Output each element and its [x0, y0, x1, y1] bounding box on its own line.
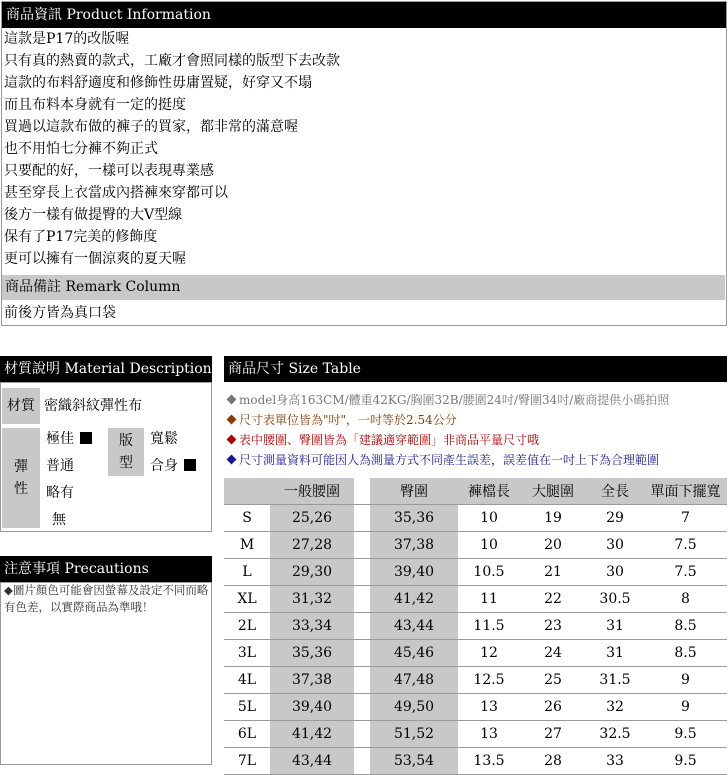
table-cell: 39,40	[370, 559, 458, 586]
size-note-error: 尺寸測量資料可能因人為測量方式不同產生誤差，誤差值在一吋上下為合理範圍	[228, 450, 659, 470]
table-cell: 45,46	[370, 640, 458, 667]
elasticity-option-normal: 普通	[46, 458, 74, 474]
table-cell	[354, 586, 370, 613]
table-cell: 8.5	[644, 640, 727, 667]
table-cell: 9	[644, 694, 727, 721]
col-header-rise: 褲檔長	[458, 478, 520, 505]
size-table	[224, 478, 727, 775]
table-cell: 35,36	[370, 505, 458, 532]
table-cell: 53,54	[370, 748, 458, 775]
diamond-bullet-icon	[227, 395, 237, 405]
table-cell: 37,38	[270, 667, 354, 694]
table-cell: 19	[520, 505, 586, 532]
table-cell: 9.5	[644, 721, 727, 748]
size-label-cell: L	[224, 559, 270, 586]
product-info-line: 而且布料本身就有一定的挺度	[4, 97, 186, 113]
table-row	[224, 559, 727, 586]
table-cell	[354, 667, 370, 694]
size-label-cell: 6L	[224, 721, 270, 748]
material-header: 材質說明 Material Description	[0, 356, 212, 382]
table-cell: 33	[586, 748, 644, 775]
table-cell: 43,44	[370, 613, 458, 640]
table-cell: 8.5	[644, 613, 727, 640]
table-cell: 23	[520, 613, 586, 640]
table-cell: 26	[520, 694, 586, 721]
material-value: 密織斜紋彈性布	[44, 398, 142, 414]
product-info-line: 這款是P17的改版喔	[4, 31, 130, 47]
table-cell: 10.5	[458, 559, 520, 586]
table-cell: 31,32	[270, 586, 354, 613]
elasticity-label: 彈 性	[2, 428, 40, 528]
table-cell: 33,34	[270, 613, 354, 640]
table-cell	[354, 640, 370, 667]
table-cell: 39,40	[270, 694, 354, 721]
col-header-waist: 一般腰圍	[270, 478, 354, 505]
fit-label: 版 型	[108, 428, 144, 476]
table-cell: 7	[644, 505, 727, 532]
table-row	[224, 694, 727, 721]
table-cell: 10	[458, 532, 520, 559]
table-cell: 29,30	[270, 559, 354, 586]
elasticity-option-excellent: 極佳	[46, 428, 92, 450]
diamond-bullet-icon	[227, 455, 237, 465]
size-label-cell: M	[224, 532, 270, 559]
elasticity-option-slight: 略有	[46, 485, 74, 501]
size-label-cell: 7L	[224, 748, 270, 775]
precautions-text: ◆圖片顏色可能會因螢幕及設定不同而略有色差，以實際商品為準哦！	[4, 583, 209, 614]
table-cell: 13	[458, 721, 520, 748]
table-cell: 51,52	[370, 721, 458, 748]
size-label-cell: 5L	[224, 694, 270, 721]
col-header-length: 全長	[586, 478, 644, 505]
table-cell: 31.5	[586, 667, 644, 694]
table-cell: 27	[520, 721, 586, 748]
table-cell	[354, 721, 370, 748]
product-info-line: 這款的布料舒適度和修飾性毋庸置疑，好穿又不塌	[4, 75, 312, 91]
table-cell: 30.5	[586, 586, 644, 613]
table-cell	[354, 748, 370, 775]
size-label-cell: 4L	[224, 667, 270, 694]
col-header-hip: 臀圍	[370, 478, 458, 505]
diamond-bullet-icon	[227, 435, 237, 445]
diamond-bullet-icon	[227, 415, 237, 425]
table-cell: 22	[520, 586, 586, 613]
table-row	[224, 667, 727, 694]
table-cell: 28	[520, 748, 586, 775]
size-label-cell: 3L	[224, 640, 270, 667]
table-cell: 30	[586, 532, 644, 559]
col-header-thigh: 大腿圍	[520, 478, 586, 505]
table-cell: 30	[586, 559, 644, 586]
size-label-cell: S	[224, 505, 270, 532]
table-cell: 47,48	[370, 667, 458, 694]
material-row	[2, 388, 211, 424]
table-cell: 13	[458, 694, 520, 721]
product-info-line: 買過以這款布做的褲子的買家，都非常的滿意喔	[4, 119, 298, 135]
fit-option-fitted: 合身	[150, 455, 196, 477]
table-row	[224, 613, 727, 640]
table-cell: 7.5	[644, 532, 727, 559]
precautions-header: 注意事項 Precautions	[0, 556, 212, 582]
table-row	[224, 532, 727, 559]
table-cell: 11.5	[458, 613, 520, 640]
selected-square-icon	[80, 432, 92, 444]
size-note-unit: 尺寸表單位皆為"吋"，一吋等於2.54公分	[228, 410, 457, 430]
size-table-header-row	[224, 478, 727, 505]
table-row	[224, 721, 727, 748]
table-row	[224, 748, 727, 775]
remark-text: 前後方皆為真口袋	[4, 305, 116, 321]
table-cell: 27,28	[270, 532, 354, 559]
table-cell: 41,42	[370, 586, 458, 613]
table-cell: 37,38	[370, 532, 458, 559]
table-cell: 32	[586, 694, 644, 721]
size-label-cell: XL	[224, 586, 270, 613]
remark-header: 商品備註 Remark Column	[2, 275, 725, 300]
table-cell: 9.5	[644, 748, 727, 775]
table-cell: 49,50	[370, 694, 458, 721]
table-cell	[354, 613, 370, 640]
table-cell: 8	[644, 586, 727, 613]
table-cell: 13.5	[458, 748, 520, 775]
table-cell: 12.5	[458, 667, 520, 694]
size-note-model: model身高163CM/體重42KG/胸圍32B/腰圍24吋/臀圍34吋/廠商提供小碼拍照	[228, 390, 669, 410]
product-info-line: 只要配的好，一樣可以表現專業感	[4, 163, 214, 179]
table-cell	[354, 559, 370, 586]
product-info-line: 更可以擁有一個涼爽的夏天喔	[4, 251, 186, 267]
table-cell: 31	[586, 613, 644, 640]
product-info-line: 只有真的熱賣的款式，工廠才會照同樣的版型下去改款	[4, 53, 340, 69]
table-cell: 41,42	[270, 721, 354, 748]
table-cell: 20	[520, 532, 586, 559]
col-header-hem: 單面下擺寬	[644, 478, 727, 505]
table-cell: 7.5	[644, 559, 727, 586]
product-info-line: 後方一樣有做提臀的大V型線	[4, 207, 183, 223]
table-cell: 10	[458, 505, 520, 532]
size-table-header: 商品尺寸 Size Table	[224, 356, 727, 382]
table-row	[224, 640, 727, 667]
table-cell: 12	[458, 640, 520, 667]
table-cell: 21	[520, 559, 586, 586]
table-cell: 24	[520, 640, 586, 667]
fit-option-loose: 寬鬆	[150, 431, 178, 447]
table-cell: 32.5	[586, 721, 644, 748]
elasticity-option-none: 無	[52, 512, 66, 528]
product-info-line: 甚至穿長上衣當成內搭褲來穿都可以	[4, 185, 228, 201]
table-cell: 29	[586, 505, 644, 532]
material-label: 材質	[2, 388, 40, 424]
table-cell	[354, 505, 370, 532]
table-cell: 43,44	[270, 748, 354, 775]
table-cell: 31	[586, 640, 644, 667]
table-cell	[354, 694, 370, 721]
product-info-lines	[4, 28, 722, 270]
table-row	[224, 505, 727, 532]
table-cell: 25	[520, 667, 586, 694]
table-cell: 9	[644, 667, 727, 694]
product-info-line: 也不用怕七分褲不夠正式	[4, 141, 158, 157]
table-cell	[354, 532, 370, 559]
table-cell: 35,36	[270, 640, 354, 667]
product-info-line: 保有了P17完美的修飾度	[4, 229, 158, 245]
product-info-header: 商品資訊 Product Information	[2, 2, 726, 28]
size-label-cell: 2L	[224, 613, 270, 640]
selected-square-icon	[184, 459, 196, 471]
table-row	[224, 586, 727, 613]
size-note-range: 表中腰圍、臀圍皆為「建議適穿範圍」非商品平量尺寸哦	[228, 430, 539, 450]
table-cell: 25,26	[270, 505, 354, 532]
table-cell: 11	[458, 586, 520, 613]
